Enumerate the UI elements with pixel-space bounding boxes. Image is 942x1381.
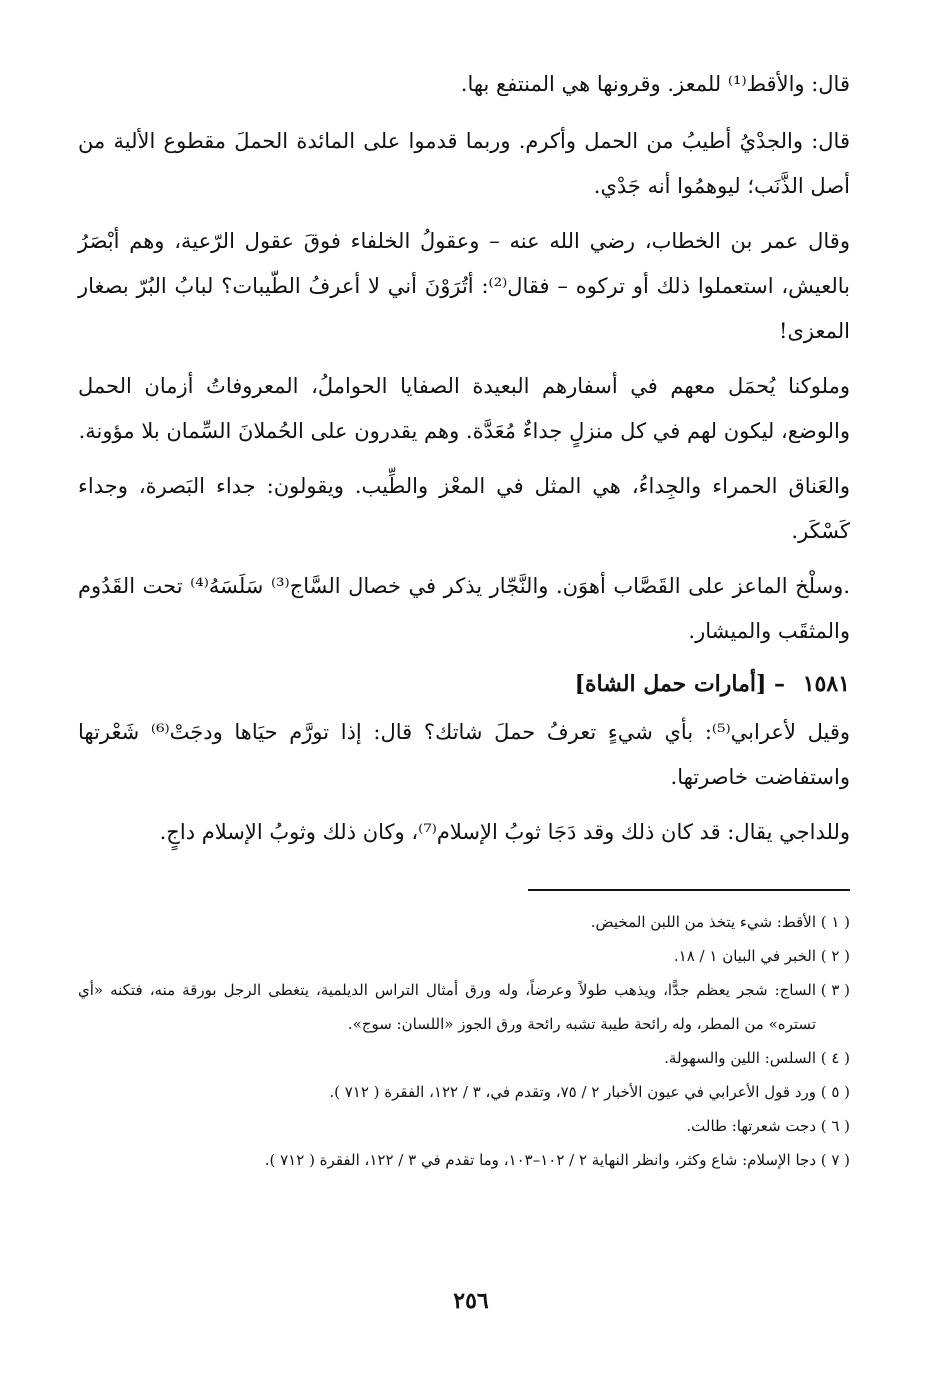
footnote-number: ( ٢ ) xyxy=(820,947,850,965)
footnote xyxy=(78,1075,850,1109)
footnote-text: دجت شعرتها: طالت. xyxy=(686,1117,816,1135)
footnote-number: ( ٣ ) xyxy=(820,981,850,999)
footnote-number: ( ٧ ) xyxy=(820,1151,850,1169)
footnote xyxy=(78,905,850,939)
footnote-text: دجا الإسلام: شاع وكثر، وانظر النهاية ٢ / ١٠٢–١٠٣، وما تقدم في ٣ / ١٢٢، الفقرة ( ٧١٢ ). xyxy=(264,1151,816,1169)
paragraph: والعَناق الحمراء والجِداءُ، هي المثل في المعْز والطِّيب. ويقولون: جداء البَصرة، وجداء كَسْكَر. xyxy=(78,474,850,543)
footnote-number: ( ٦ ) xyxy=(820,1117,850,1135)
paragraph: وقال عمر بن الخطاب، رضي الله عنه – وعقولُ الخلفاء فوقَ عقول الرّعية، وهم أبْصَرُ بالعيش، استعملوا ذلك أو تركوه – فقال⁽²⁾: أتُرَوْنَ أني لا أعرفُ الطّيبات؟ لبابُ البُرّ بصغار المعزى! xyxy=(78,229,850,343)
paragraph: وقيل لأعرابي⁽⁵⁾: بأي شيءٍ تعرفُ حملَ شاتك؟ قال: إذا تورَّم حيَاها ودجَتْ⁽⁶⁾ شَعْرتها واستفاضت خاصرتها. xyxy=(78,720,851,789)
footnote xyxy=(78,939,850,973)
footnote xyxy=(78,1143,850,1177)
footnotes xyxy=(78,905,850,1177)
paragraph: وملوكنا يُحمَل معهم في أسفارهم البعيدة الصفايا الحواملُ، المعروفاتُ أزمان الحمل والوضع، ليكون لهم في كل منزلٍ جداءٌ مُعَدَّة. وهم يقدرون على الحُملانَ السِّمان بلا مؤونة. xyxy=(78,374,850,443)
paragraph: وللداجي يقال: قد كان ذلك وقد دَجَا ثوبُ الإسلام⁽⁷⁾، وكان ذلك وثوبُ الإسلام داجٍ. xyxy=(159,820,850,844)
footnote-text: ورد قول الأعرابي في عيون الأخبار ٢ / ٧٥، وتقدم في، ٣ / ١٢٢، الفقرة ( ٧١٢ ). xyxy=(329,1083,816,1101)
footnote-text: السلس: اللين والسهولة. xyxy=(664,1049,816,1067)
paragraph: قال: والجدْيُ أطيبُ من الحمل وأكرم. وربما قدموا على المائدة الحملَ مقطوع الألية من أصل الذَّنَب؛ ليوهمُوا أنه جَدْي. xyxy=(78,129,850,198)
book-page xyxy=(78,62,850,1177)
footnote-number: ( ١ ) xyxy=(820,913,850,931)
footnote xyxy=(78,973,850,1041)
footnote-number: ( ٤ ) xyxy=(820,1049,850,1067)
footnote xyxy=(78,1041,850,1075)
page-number: ٢٥٦ xyxy=(453,1288,489,1314)
section-heading xyxy=(78,664,850,704)
footnote-text: الأقط: شيء يتخذ من اللبن المخيض. xyxy=(590,913,816,931)
footnote-number: ( ٥ ) xyxy=(820,1083,850,1101)
section-title: – [أمارات حمل الشاة] xyxy=(574,671,786,697)
footnote-text: الخبر في البيان ١ / ١٨. xyxy=(673,947,816,965)
footnote xyxy=(78,1109,850,1143)
section-number: ١٥٨١ xyxy=(802,671,850,697)
footnote-text: الساج: شجر يعظم جدًّا، ويذهب طولاً وعرضاً، وله ورق أمثال التراس الديلمية، يتغطى الرجل بورقة منه، فتكنه «أي تستره» من المطر، وله رائحة طيبة تشبه رائحة ورق الجوز «اللسان: سوج». xyxy=(78,981,816,1033)
paragraph: قال: والأقط⁽¹⁾ للمعز. وقرونها هي المنتفع بها. xyxy=(460,72,850,96)
paragraph: .وسلْخ الماعز على القَصَّاب أهوَن. والنَّجّار يذكر في خصال السَّاج⁽³⁾ سَلَسَهُ⁽⁴⁾ تحت القَدُوم والمثقَب والميشار. xyxy=(78,574,850,643)
footnote-separator xyxy=(528,889,850,891)
